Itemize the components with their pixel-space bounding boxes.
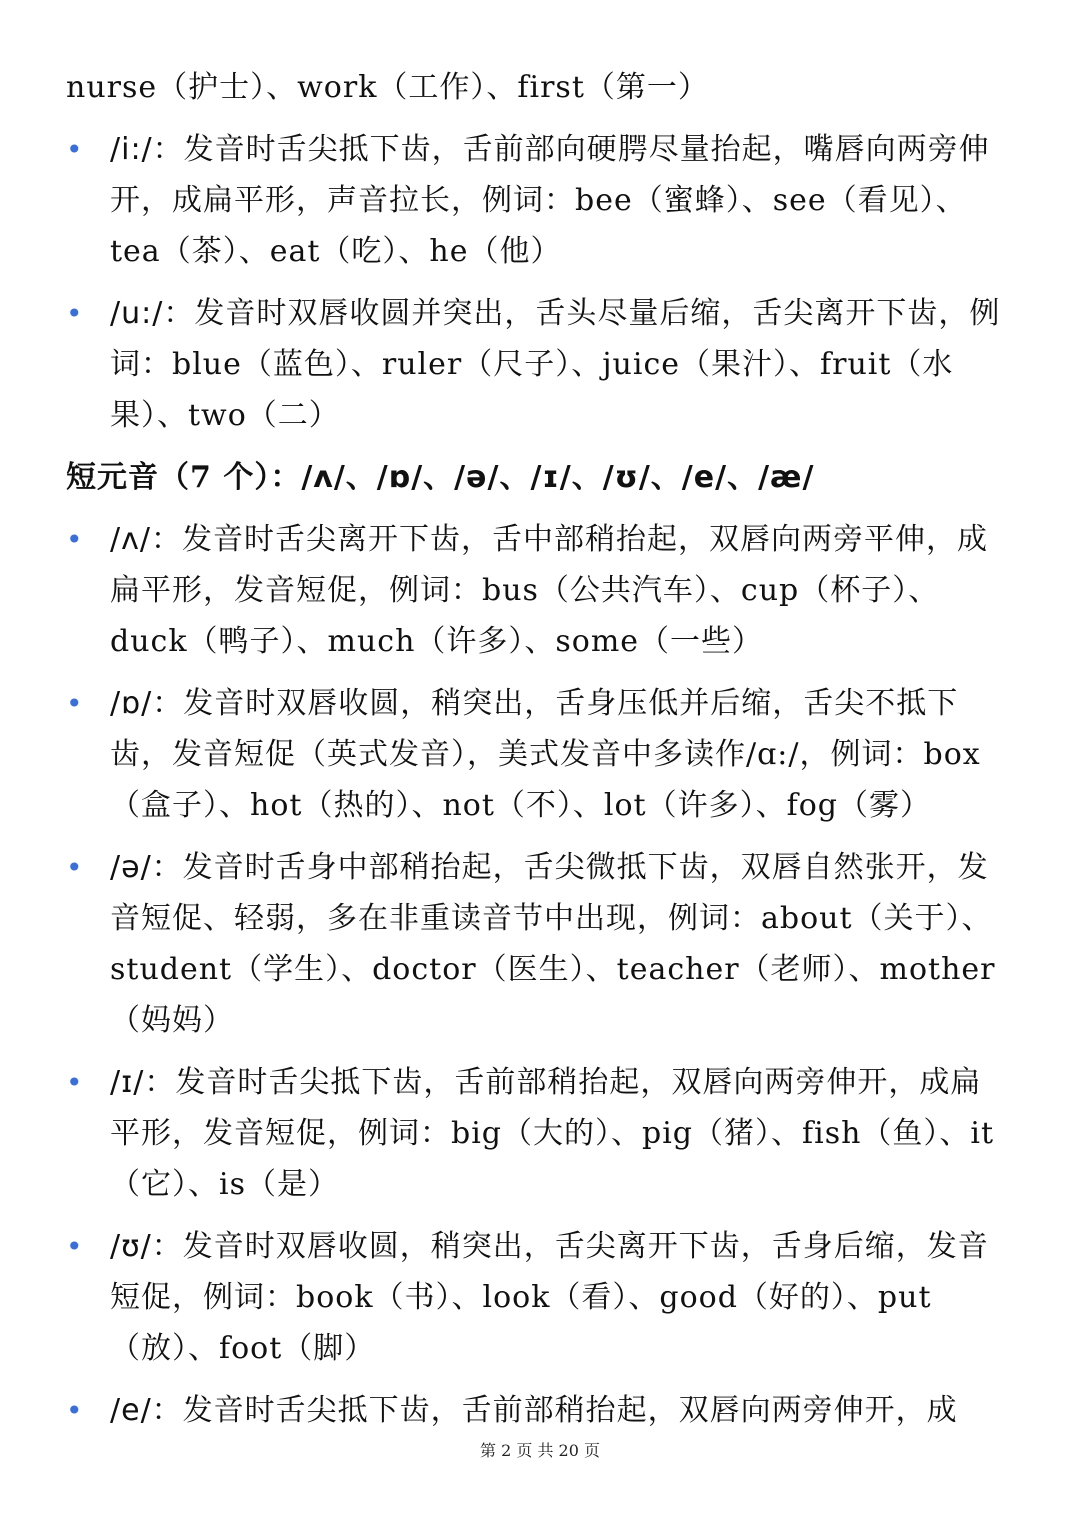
list-item [66, 1385, 1006, 1436]
item-description: ：发音时双唇收圆并突出，舌头尽量后缩，舌尖离开下齿，例词：blue（蓝色）、ruler（尺子）、juice（果汁）、fruit（水果）、two（二） [110, 296, 1001, 433]
list-item [66, 288, 1006, 441]
section-heading-label: 短元音（7 个） [66, 460, 271, 495]
item-description: ：发音时双唇收圆，稍突出，舌身压低并后缩，舌尖不抵下齿，发音短促（英式发音），美式发音中多读作/ɑ:/，例词：box（盒子）、hot（热的）、not（不）、lot（许多）、fog（雾） [110, 686, 981, 823]
bullet-icon: • [66, 687, 84, 720]
page-footer: 第 2 页 共 20 页 [480, 1441, 600, 1460]
section-heading [66, 452, 1006, 503]
intro-line: nurse（护士）、work（工作）、first（第一） [66, 70, 709, 105]
item-description: ：发音时双唇收圆，稍突出，舌尖离开下齿，舌身后缩，发音短促，例词：book（书）、look（看）、good（好的）、put（放）、foot（脚） [110, 1229, 989, 1366]
bullet-icon: • [66, 1230, 84, 1263]
bullet-icon: • [66, 851, 84, 884]
list-item [66, 842, 1006, 1046]
bullet-icon: • [66, 133, 84, 166]
item-description: ：发音时舌尖离开下齿，舌中部稍抬起，双唇向两旁平伸，成扁平形，发音短促，例词：bus（公共汽车）、cup（杯子）、duck（鸭子）、much（许多）、some（一些） [110, 522, 988, 659]
bullet-icon: • [66, 297, 84, 330]
phonetic-symbol: /ɪ/ [110, 1065, 145, 1100]
bullet-icon: • [66, 1066, 84, 1099]
bullet-icon: • [66, 1394, 84, 1427]
phonetic-symbol: /ə/ [110, 850, 152, 885]
phonetic-symbol: /u:/ [110, 296, 164, 331]
phonetic-symbol: /i:/ [110, 132, 153, 167]
list-item [66, 124, 1006, 277]
item-description: ：发音时舌身中部稍抬起，舌尖微抵下齿，双唇自然张开，发音短促、轻弱，多在非重读音节中出现，例词：about（关于）、student（学生）、doctor（医生）、teacher（老师）、mother（妈妈） [110, 850, 996, 1038]
phonetic-symbol: /ʊ/ [110, 1229, 152, 1264]
item-description: ：发音时舌尖抵下齿，舌前部稍抬起，双唇向两旁伸开，成扁平形，发音短促，例词：big（大的）、pig（猪）、fish（鱼）、it（它）、is（是） [110, 1065, 995, 1202]
bullet-icon: • [66, 523, 84, 556]
page-content [66, 62, 1006, 1447]
list-item [66, 514, 1006, 667]
phonetic-symbol: /ʌ/ [110, 522, 151, 557]
list-item [66, 1057, 1006, 1210]
section-heading-symbols: ：/ʌ/、/ɒ/、/ə/、/ɪ/、/ʊ/、/e/、/æ/ [270, 460, 815, 495]
item-description: ：发音时舌尖抵下齿，舌前部向硬腭尽量抬起，嘴唇向两旁伸开，成扁平形，声音拉长，例词：bee（蜜蜂）、see（看见）、tea（茶）、eat（吃）、he（他） [110, 132, 990, 269]
item-description: ：发音时舌尖抵下齿，舌前部稍抬起，双唇向两旁伸开，成 [151, 1393, 958, 1428]
phonetic-symbol: /ɒ/ [110, 686, 153, 721]
phonetic-symbol: /e/ [110, 1393, 152, 1428]
list-item [66, 678, 1006, 831]
list-item [66, 1221, 1006, 1374]
